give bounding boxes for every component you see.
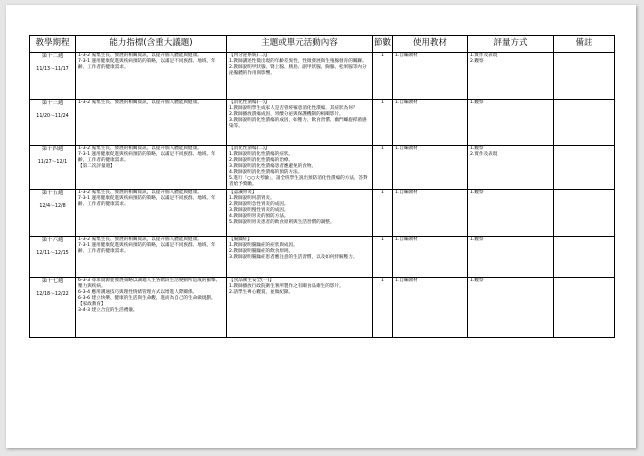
ability-cell [76,278,227,338]
topic-cell [227,190,373,237]
ability-line: 6-3-3 尋求資源並發展策略以調適人生各階段生活變動所造成的衝擊、壓力與疾病。 [78,278,221,290]
ability-cell [76,53,227,100]
header-materials: 使用教材 [393,36,468,53]
ability-line: 1-3-2 蒐集生長、發展的相關資訊，以提升個人體能與健康。 [78,146,202,151]
materials-cell [393,278,468,338]
topic-line: 1.教師說明消化性潰瘍的症狀。 [229,152,294,158]
date-range: 12/4～12/8 [39,204,66,210]
assessment-cell [468,237,554,278]
ability-line: 1-3-2 蒐集生長、發展的相關資訊，以提升個人體能與健康。 [78,237,202,242]
topic-line: 3.教師說明慢性胃炎的成因。 [229,208,289,214]
ability-line: 7-3-1 運用健康促進與疾病預防的策略，以滿足不同族群、地域、年齡、工作者的健康需求。 [78,196,216,208]
topic-line: 3.教師說明消化性潰瘍的成因，如壓力、飲食習慣、幽門螺旋桿菌感染等。 [229,118,367,130]
topic-cell [227,146,373,190]
week-label: 第十七週 [41,278,64,284]
week-cell [30,100,76,146]
ability-line: 7-3-1 運用健康促進與疾病預防的策略，以滿足不同族群、地域、年齡、工作者的健康需求。 [78,152,216,164]
materials-line: 1.自編教材 [395,237,418,242]
ability-cell [76,100,227,146]
topic-line: 5.教師說明胃炎患者的飲食原則與生活習慣的調整。 [229,220,335,226]
periods-cell: 1 [373,278,393,338]
materials-line: 1.自編教材 [395,146,418,151]
notes-cell [554,100,615,146]
date-range: 11/20～11/24 [36,114,69,120]
topic-line: 2.教師說明腸躁症的飲食原則。 [229,249,294,255]
materials-cell [393,100,468,146]
ability-line: 6-3-6 建立快樂、健康的生活與生命觀，進而為自己的生命做規劃。 [78,296,216,302]
notes-cell [554,190,615,237]
table-row [30,53,615,100]
assessment-cell [468,190,554,237]
topic-line: 4.教師說明胃炎的預防方法。 [229,214,289,220]
lesson-plan-table [29,35,615,338]
header-ability: 能力指標(含重大議題) [76,36,227,53]
materials-cell [393,146,468,190]
ability-line: 3-4-3 建立合宜的生活禮儀。 [78,308,138,314]
notes-cell [554,53,615,100]
ability-line: 【家政教育】 [78,302,106,308]
table-row [30,146,615,190]
ability-line: 1-3-2 蒐集生長、發展的相關資訊，以提升個人體能與健康。 [78,190,202,195]
table-row [30,278,615,338]
notes-cell [554,237,615,278]
materials-line: 1.自編教材 [395,190,418,195]
topic-line: 1.教師說明腸躁症的症狀與成因。 [229,243,298,249]
periods-cell: 1 [373,237,393,278]
materials-line: 1.自編教材 [395,100,418,105]
date-range: 11/27～12/1 [37,160,68,166]
ability-line: 7-3-1 運用健康促進與疾病預防的策略，以滿足不同族群、地域、年齡、工作者的健康需求。 [78,243,216,255]
ability-line: 6-3-4 應用溝通技巧與理性情緒管理方式以增進人際關係。 [78,290,198,296]
week-cell [30,237,76,278]
assessment-line: 2.實作及表現 [470,152,498,158]
topic-line: 3.教師說明消化性潰瘍患者應避免的食物。 [229,164,317,170]
ability-cell [76,237,227,278]
ability-line: 1-3-2 蒐集生長、發展的相關資訊，以提升個人體能與健康。 [78,100,202,105]
materials-cell [393,237,468,278]
ability-line: 7-3-1 運用健康促進與疾病預防的策略，以滿足不同族群、地域、年齡、工作者的健康需求。 [78,59,216,71]
materials-cell [393,53,468,100]
periods-cell: 1 [373,53,393,100]
topic-cell [227,237,373,278]
topic-line: 【消化性潰瘍(二)】 [229,146,270,151]
assessment-cell [468,146,554,190]
topic-line: 2.教師說明急性胃炎的成因。 [229,202,289,208]
periods-cell: 1 [373,190,393,237]
week-cell [30,190,76,237]
topic-cell [227,53,373,100]
topic-line: 【內分泌系統(二)】 [229,53,270,58]
assessment-cell [468,53,554,100]
topic-line: 【消化性潰瘍(一)】 [229,100,270,105]
topic-cell [227,100,373,146]
topic-line: 【腸躁症】 [229,237,252,242]
assessment-cell [468,100,554,146]
notes-cell [554,278,615,338]
date-range: 12/18～12/22 [36,292,69,298]
week-label: 第十二週 [41,53,64,59]
header-periods: 節數 [373,36,393,53]
assessment-line: 1.實作及表現 [470,53,498,58]
topic-line: 2.教師說明消化性潰瘍的治療。 [229,158,294,164]
topic-line: 5.進行「○○大考驗」，請全班學生說出預防消化性潰瘍的方法，答對者給予獎勵。 [229,176,368,188]
table-row [30,100,615,146]
assessment-line: 1.觀察 [470,278,484,283]
topic-line: 【食品衛生安全(一)】 [229,278,274,283]
week-label: 第十五週 [41,190,64,196]
materials-cell [393,190,468,237]
topic-line: 2.教師播放潰瘍成因、胃酸分泌與保護機制的相關影片。 [229,112,344,118]
week-label: 第十三週 [41,100,64,106]
topic-line: 1.教師講述性徵出現的年齡差異性，性徵發展與生殖腺發育的關聯。 [229,59,367,65]
document-page [6,5,636,448]
ability-line: 1-3-2 蒐集生長、發展的相關資訊，以提升個人體能與健康。 [78,53,202,58]
assessment-cell [468,278,554,338]
topic-line: 2.教師說明甲狀腺、腎上腺、胰島、副甲狀腺、胸腺、松果腺等內分泌腺體的作用與影響。 [229,65,367,77]
ability-cell [76,190,227,237]
week-cell [30,53,76,100]
week-label: 第十六週 [41,237,64,243]
topic-line: 1.教師說明學生成家人是否曾經罹患消化性潰瘍，其症狀為何？ [229,106,358,112]
ability-line: 【第二次評量週】 [78,164,115,170]
topic-line: 1.教師播放行政院衛生署所製作之有關食品衛生的影片。 [229,284,344,290]
topic-line: 3.教師說明腸躁症患者應注意的生活習慣，以及如何紓解壓力。 [229,255,358,261]
topic-line: 1.教師說明何謂胃炎。 [229,196,275,202]
topic-line: 4.教師說明消化性潰瘍的預防方法。 [229,170,303,176]
periods-cell: 1 [373,146,393,190]
assessment-line: 1.觀察 [470,100,484,105]
header-row [30,36,615,53]
header-notes: 備註 [554,36,615,53]
week-cell [30,146,76,190]
topic-cell [227,278,373,338]
assessment-line: 1.觀察 [470,146,484,151]
header-assessment: 評量方式 [468,36,554,53]
topic-line: 2.請學生專心觀賞，並做紀錄。 [229,290,294,296]
table-row [30,237,615,278]
materials-line: 1.自編教材 [395,278,418,283]
header-topic: 主題或單元活動內容 [227,36,373,53]
table-row [30,190,615,237]
assessment-line: 1.觀察 [470,190,484,195]
notes-cell [554,146,615,190]
topic-line: 【認識胃炎】 [229,190,257,195]
header-week: 教學期程 [30,36,76,53]
assessment-line: 1.觀察 [470,237,484,242]
periods-cell: 1 [373,100,393,146]
date-range: 12/11～12/15 [36,251,69,257]
materials-line: 1.自編教材 [395,53,418,58]
week-label: 第十四週 [41,146,64,152]
date-range: 11/13～11/17 [36,67,69,73]
assessment-line: 2.觀察 [470,59,484,65]
week-cell [30,278,76,338]
ability-cell [76,146,227,190]
